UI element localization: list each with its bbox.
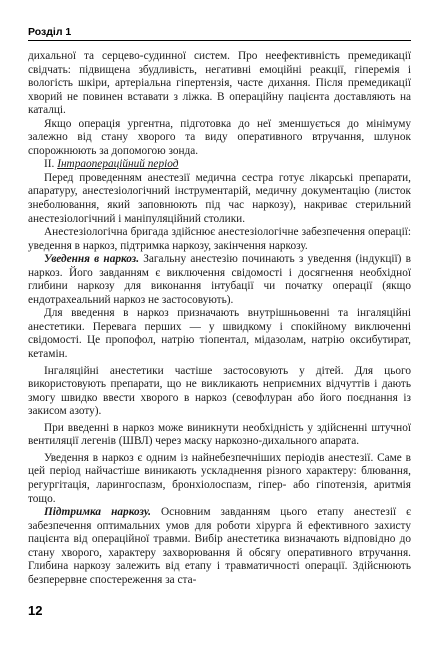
heading-number: II. [44,158,58,171]
run-in-heading: Підтримка наркозу. [44,506,151,519]
paragraph: Уведення в наркоз є одним із найнебезпечніших періодів анестезії. Саме в цей період найчастіше виникають ускладнення різного характеру: блювання, регургітація, ларингоспазм, бронхіолоспазм, гіпер- або гіпотензія, аритмія тощо. [28,451,411,505]
paragraph: Для введення в наркоз призначають внутрішньовенні та інгаляційні анестетики. Перевага перших — у швидкому і спокійному виключенні свідомості. Це пропофол, натрію тіопентал, мідазолам, натрію оксибутират, кетамін. [28,307,411,361]
paragraph: Інгаляційні анестетики частіше застосовують у дітей. Для цього використовують препарати, що не викликають неприємних відчуттів і дають змогу швидко ввести хворого в наркоз (севофлуран або його поєднання із закисом азоту). [28,364,411,418]
heading-title: Інтраопераційний період [57,158,179,171]
paragraph [28,506,411,587]
paragraph-text: Загальну анестезію починають з уведення (індукції) в наркоз. Його завданням є виключення свідомості і досягнення необхідної глибини наркозу для виконання інтубації чи початку операції (якщо ендотрахеальний наркоз не застосовують). [28,253,411,306]
paragraph: дихальної та серцево-судинної систем. Про неефективність премедикації свідчать: підвищена збудливість, негативні емоційні реакції, гіперемія і вологість шкіри, артеріальна гіпертензія, часте дихання. Після премедикації хворий не повинен вставати з ліжка. В операційну пацієнта доставляють на каталці. [28,50,411,117]
running-header [28,24,411,44]
header-rule [28,40,411,41]
page-number: 12 [28,603,43,618]
section-heading [28,158,411,172]
run-in-heading: Уведення в наркоз. [44,253,140,266]
page-body [28,50,411,587]
paragraph: При введенні в наркоз може виникнути необхідність у здійсненні штучної вентиляції легенів (ШВЛ) через маску наркозно-дихального апарата. [28,421,411,448]
paragraph: Якщо операція ургентна, підготовка до неї зменшується до мінімуму залежно від стану хворого та виду оперативного втручання, шлунок спорожнюють за допомогою зонда. [28,117,411,157]
paragraph-text: Основним завданням цього етапу анестезії є забезпечення оптимальних умов для роботи хірурга й ефективного захисту пацієнта від операційної травми. Вибір анестетика визначають відповідно до стану хворого, характеру захворювання й обсягу оперативного втручання. Глибина наркозу залежить від етапу і травматичності операції. Здійснюють безперервне спостереження за ста- [28,506,412,586]
paragraph [28,253,411,307]
paragraph: Перед проведенням анестезії медична сестра готує лікарські препарати, апаратуру, анестезіологічний інструментарій, медичну документацію (листок знеболювання, який заповнюють під час наркозу), накриває стерильний анестезіологічний і маніпуляційний столики. [28,171,411,225]
paragraph: Анестезіологічна бригада здійснює анестезіологічне забезпечення операції: уведення в наркоз, підтримка наркозу, закінчення наркозу. [28,226,411,252]
section-label: Розділ 1 [28,26,72,38]
